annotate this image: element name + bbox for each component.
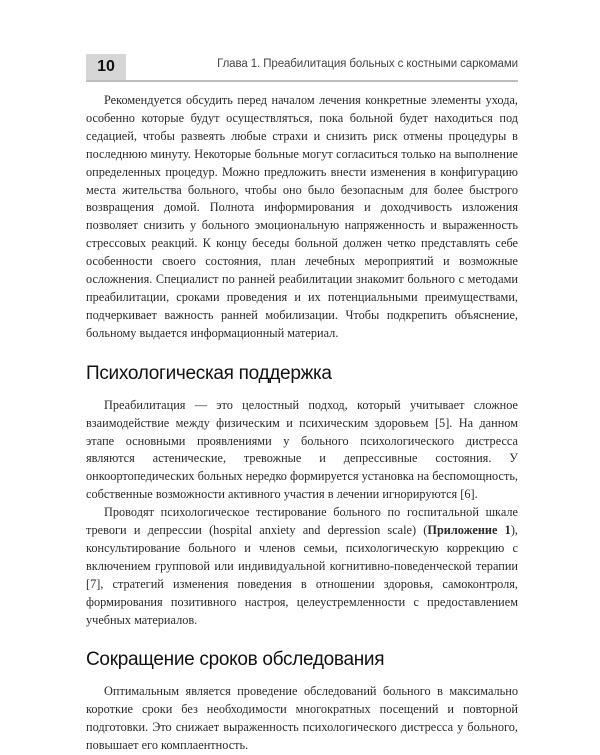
section-heading-examination-time: Сокращение сроков обследования (86, 649, 385, 671)
paragraph-optimal-examination: Оптимальным является проведение обследований больного в максимально короткие сроки без необходимости многократных посещений и повторной подготовки. Это снижает выраженность психологического дистресса у больного, повышает его комплаентность. (86, 684, 518, 753)
page-header (86, 54, 518, 82)
running-title: Глава 1. Преабилитация больных с костными саркомами (217, 58, 518, 70)
paragraph-prehabilitation: Преабилитация — это целостный подход, который учитывает сложное взаимодействие между физическим и психическим здоровьем [5]. На данном этапе основными проявлениями у больного психологического дистресса являются астенические, тревожные и депрессивные состояния. У онкоортопедических больных нередко формируется установка на беспомощность, собственные возможности активного участия в лечении игнорируются [6]. (86, 397, 518, 502)
intro-paragraph: Рекомендуется обсудить перед началом лечения конкретные элементы ухода, особенно которые будут осуществляться, пока больной будет находиться под седацией, чтобы развеять любые страхи и снизить риск отмены процедуры в последнюю минуту. Некоторые больные могут согласиться только на выполнение определенных процедур. Можно предложить внести изменения в конфигурацию места жительства больного, чтобы оно было безопасным для более быстрого возвращения домой. Полнота информирования и доходчивость изложения позволяет снизить у больного эмоциональную напряженность и выраженность стрессовых реакций. К концу беседы больной должен четко представлять себе особенности своего состояния, план лечебных мероприятий и возможные осложнения. Специалист по ранней реабилитации знакомит больного с методами преабилитации, сроками проведения и их потенциальными преимуществами, подчеркивает важность ранней мобилизации. Чтобы подкрепить объяснение, больному выдается информационный материал. (86, 93, 518, 340)
paragraph-psychological-testing (86, 504, 518, 629)
page-body (86, 92, 518, 755)
page-number: 10 (86, 54, 126, 80)
paragraph-text-start: Проводят психологическое тестирование больного по госпитальной шкале тревоги и депрессии (hospital anxiety and depression scale) ( (86, 505, 518, 538)
appendix-reference: Приложение 1 (427, 523, 511, 538)
section-heading-psychological-support: Психологическая поддержка (86, 362, 332, 384)
paragraph-text-end: ), консультирование больного и членов семьи, психологическую коррекцию с включением групповой или индивидуальной когнитивно-поведенческой терапии [7], стратегий изменения поведения в отношении здоровья, самоконтроля, формирования позитивного настроя, целеустремленности с предоставлением учебных материалов. (86, 523, 518, 627)
